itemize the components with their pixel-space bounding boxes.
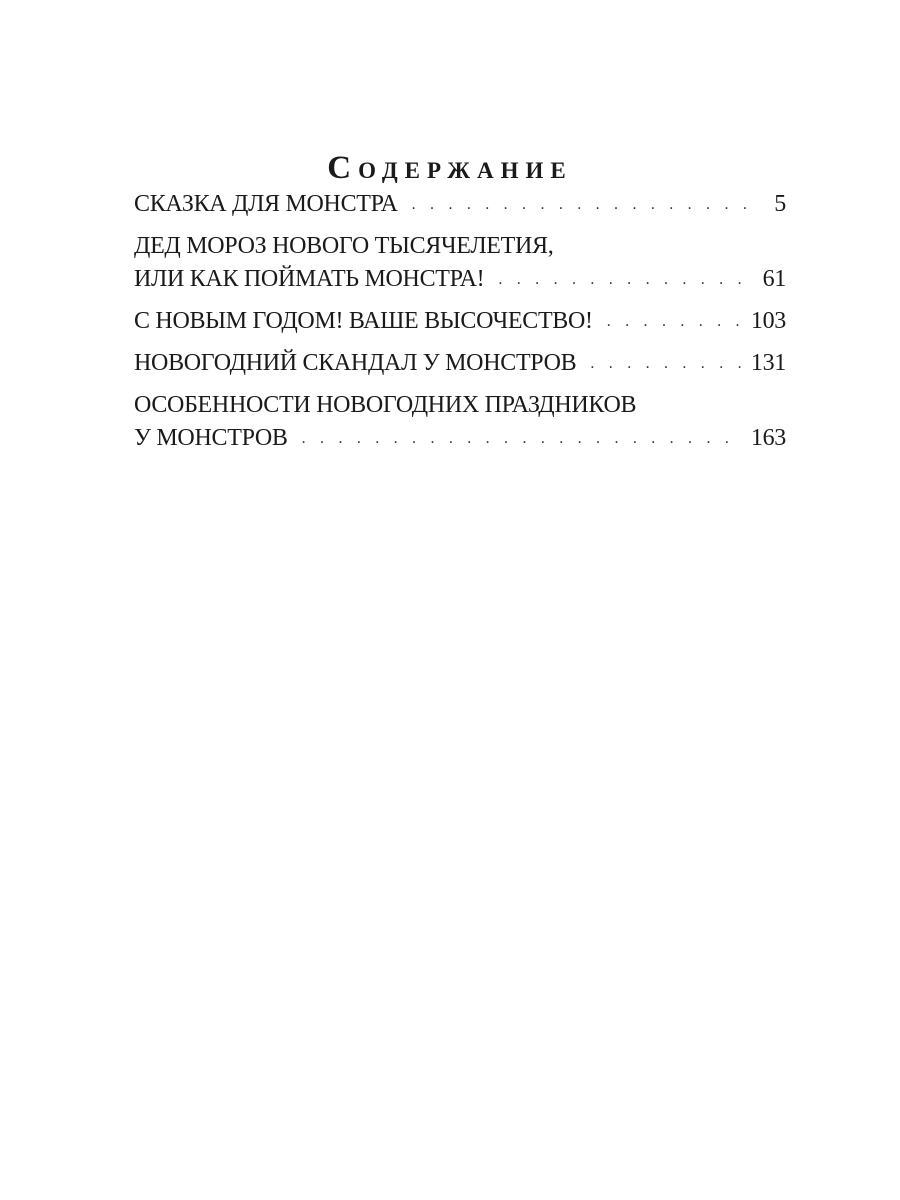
toc-entry[interactable]	[134, 347, 786, 382]
dot-leader	[590, 347, 741, 380]
toc-entry-title-continued: ИЛИ КАК ПОЙМАТЬ МОНСТРА!	[134, 266, 485, 292]
toc-entry-title: С НОВЫМ ГОДОМ! ВАШЕ ВЫСОЧЕСТВО!	[134, 308, 593, 334]
toc-entry-line	[134, 188, 786, 223]
toc-entry-line	[134, 263, 786, 298]
toc-entry[interactable]	[134, 230, 786, 298]
toc-entry-line	[134, 347, 786, 382]
toc-entry-title: ДЕД МОРОЗ НОВОГО ТЫСЯЧЕЛЕТИЯ,	[134, 233, 554, 259]
toc-page-number: 61	[762, 266, 786, 292]
dot-leader	[412, 188, 756, 221]
toc-list	[134, 188, 786, 464]
toc-entry-line	[134, 305, 786, 340]
toc-entry-title: ОСОБЕННОСТИ НОВОГОДНИХ ПРАЗДНИКОВ	[134, 392, 637, 418]
toc-entry[interactable]	[134, 389, 786, 457]
toc-title: Содержание	[327, 150, 573, 187]
toc-page-number: 131	[750, 350, 786, 376]
toc-entry[interactable]	[134, 305, 786, 340]
toc-page-number: 5	[774, 191, 786, 217]
toc-page-number: 163	[750, 425, 786, 451]
dot-leader	[302, 422, 741, 455]
toc-entry-line	[134, 422, 786, 457]
toc-page-number: 103	[750, 308, 786, 334]
toc-entry-title: НОВОГОДНИЙ СКАНДАЛ У МОНСТРОВ	[134, 350, 577, 376]
dot-leader	[607, 305, 741, 338]
toc-entry-title: СКАЗКА ДЛЯ МОНСТРА	[134, 191, 398, 217]
toc-entry-title-continued: У МОНСТРОВ	[134, 425, 288, 451]
toc-entry[interactable]	[134, 188, 786, 223]
dot-leader	[498, 263, 752, 296]
